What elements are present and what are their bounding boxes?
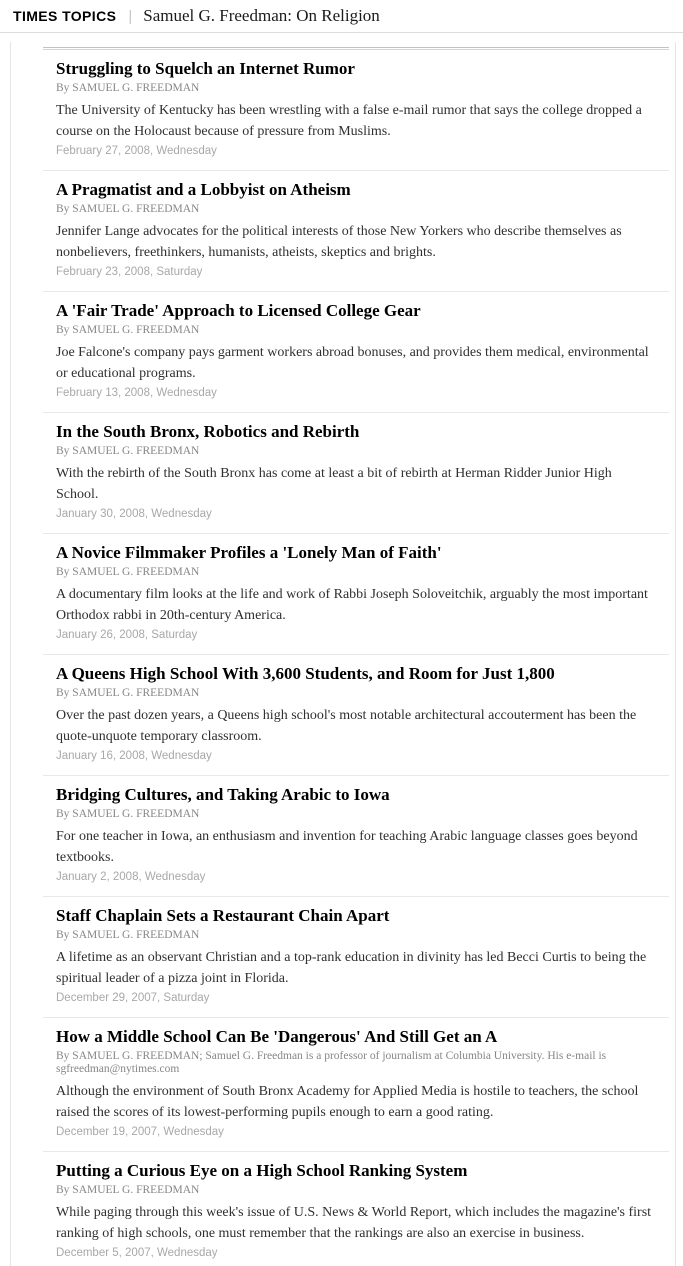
article-date: January 30, 2008, Wednesday <box>56 508 212 520</box>
article-byline: By SAMUEL G. FREEDMAN <box>56 82 200 94</box>
article-byline: By SAMUEL G. FREEDMAN; Samuel G. Freedman is a professor of journalism at Columbia University. His e-mail is sgfreedman@nytimes.com <box>56 1050 607 1075</box>
article-date: December 19, 2007, Wednesday <box>56 1126 224 1138</box>
article-date: February 13, 2008, Wednesday <box>56 387 217 399</box>
article-summary: Over the past dozen years, a Queens high school's most notable architectural accouterment has been the quote-unquote temporary classroom. <box>56 708 637 744</box>
article-byline: By SAMUEL G. FREEDMAN <box>56 203 200 215</box>
topic-title: Samuel G. Freedman: On Religion <box>143 6 380 25</box>
article-item <box>43 50 669 170</box>
times-topics-bar <box>0 0 683 33</box>
article-headline-link[interactable]: Bridging Cultures, and Taking Arabic to Iowa <box>56 785 390 804</box>
article-list <box>43 50 669 1266</box>
article-item <box>43 533 669 654</box>
article-byline: By SAMUEL G. FREEDMAN <box>56 324 200 336</box>
article-summary: A documentary film looks at the life and work of Rabbi Joseph Soloveitchik, arguably the most important Orthodox rabbi in 20th-century America. <box>56 587 648 623</box>
article-byline: By SAMUEL G. FREEDMAN <box>56 808 200 820</box>
article-headline-link[interactable]: A 'Fair Trade' Approach to Licensed College Gear <box>56 301 421 320</box>
article-headline-link[interactable]: Struggling to Squelch an Internet Rumor <box>56 59 355 78</box>
header-separator: | <box>128 7 133 25</box>
times-topics-label[interactable]: TIMES TOPICS <box>13 8 117 24</box>
article-date: December 5, 2007, Wednesday <box>56 1247 218 1259</box>
article-item <box>43 896 669 1017</box>
article-date: January 16, 2008, Wednesday <box>56 750 212 762</box>
article-byline: By SAMUEL G. FREEDMAN <box>56 445 200 457</box>
article-summary: While paging through this week's issue of U.S. News & World Report, which includes the magazine's first ranking of high schools, one must remember that the rankings are also an exercise in business. <box>56 1205 652 1241</box>
article-headline-link[interactable]: A Novice Filmmaker Profiles a 'Lonely Man of Faith' <box>56 543 442 562</box>
article-byline: By SAMUEL G. FREEDMAN <box>56 566 200 578</box>
article-item <box>43 291 669 412</box>
article-headline-link[interactable]: A Queens High School With 3,600 Students, and Room for Just 1,800 <box>56 664 555 683</box>
article-date: February 23, 2008, Saturday <box>56 266 203 278</box>
article-item <box>43 412 669 533</box>
article-item <box>43 654 669 775</box>
article-summary: Jennifer Lange advocates for the political interests of those New Yorkers who describe themselves as nonbelievers, freethinkers, humanists, atheists, skeptics and brights. <box>56 224 622 260</box>
article-summary: The University of Kentucky has been wrestling with a false e-mail rumor that says the college dropped a course on the Holocaust because of pressure from Muslims. <box>56 103 642 139</box>
main-column <box>10 42 676 1266</box>
article-headline-link[interactable]: Staff Chaplain Sets a Restaurant Chain Apart <box>56 906 390 925</box>
article-summary: Although the environment of South Bronx Academy for Applied Media is hostile to teachers, the school raised the scores of its lowest-performing pupils enough to earn a good rating. <box>56 1084 639 1120</box>
article-headline-link[interactable]: How a Middle School Can Be 'Dangerous' And Still Get an A <box>56 1027 498 1046</box>
article-byline: By SAMUEL G. FREEDMAN <box>56 1184 200 1196</box>
article-date: January 2, 2008, Wednesday <box>56 871 206 883</box>
article-byline: By SAMUEL G. FREEDMAN <box>56 687 200 699</box>
article-item <box>43 170 669 291</box>
article-summary: Joe Falcone's company pays garment workers abroad bonuses, and provides them medical, environmental or educational programs. <box>56 345 649 381</box>
article-item <box>43 775 669 896</box>
article-headline-link[interactable]: In the South Bronx, Robotics and Rebirth <box>56 422 360 441</box>
article-item <box>43 1017 669 1151</box>
article-date: February 27, 2008, Wednesday <box>56 145 217 157</box>
article-date: January 26, 2008, Saturday <box>56 629 198 641</box>
article-item <box>43 1151 669 1266</box>
article-byline: By SAMUEL G. FREEDMAN <box>56 929 200 941</box>
article-headline-link[interactable]: Putting a Curious Eye on a High School Ranking System <box>56 1161 468 1180</box>
article-summary: A lifetime as an observant Christian and a top-rank education in divinity has led Becci Curtis to being the spiritual leader of a pizza joint in Florida. <box>56 950 647 986</box>
article-headline-link[interactable]: A Pragmatist and a Lobbyist on Atheism <box>56 180 351 199</box>
article-date: December 29, 2007, Saturday <box>56 992 210 1004</box>
article-summary: For one teacher in Iowa, an enthusiasm and invention for teaching Arabic language classes goes beyond textbooks. <box>56 829 638 865</box>
article-summary: With the rebirth of the South Bronx has come at least a bit of rebirth at Herman Ridder Junior High School. <box>56 466 612 502</box>
